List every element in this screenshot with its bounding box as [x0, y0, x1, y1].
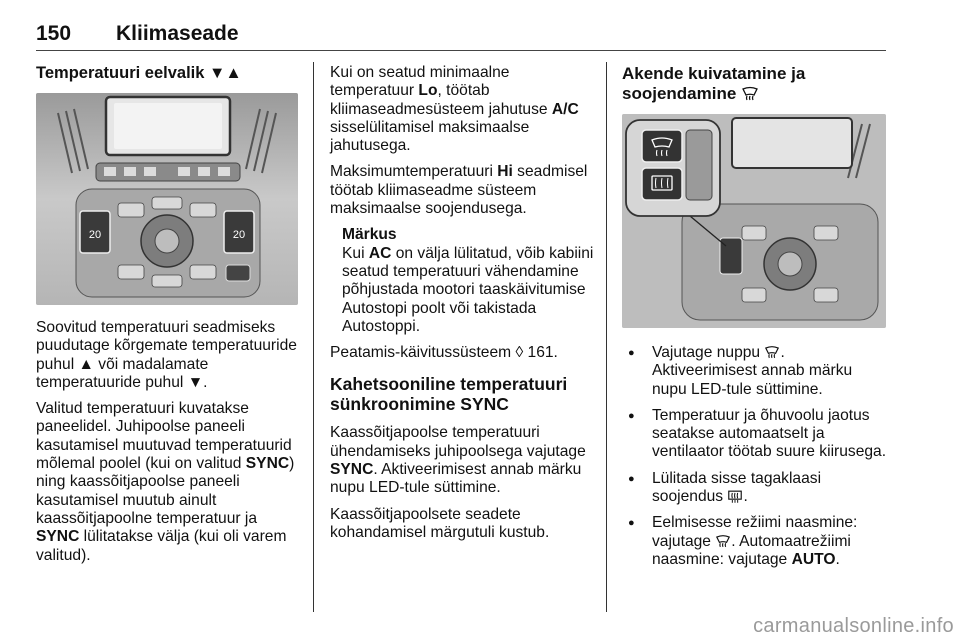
note-heading: Märkus	[342, 226, 397, 244]
section-heading-defrost: Akende kuivatamine ja soojendamine	[622, 64, 806, 103]
paragraph-sync-activate: Kaassõitjapoolse temperatuuri ühendamiseks juhipoolsega vajutage SYNC. Aktiveerimisest annab märku nupu LED-tule süttimine.	[330, 424, 586, 497]
paragraph-hi-setting: Maksimumtemperatuuri Hi seadmisel töötab kliimaseadme süsteem maksimaalse soojendusega.	[330, 163, 588, 218]
temp-display-right: 20	[232, 229, 246, 241]
column-1	[36, 64, 298, 573]
windshield-defrost-icon	[764, 345, 780, 360]
list-item: ● Temperatuur ja õhuvoolu jaotus seatakse automaatselt ja ventilaator töötab suure kiirusega.	[622, 407, 890, 462]
page-number: 150	[36, 22, 72, 45]
column-2	[330, 64, 595, 550]
windshield-defrost-icon	[715, 534, 731, 549]
paragraph-display-temperature: Valitud temperatuuri kuvatakse paneelidel. Juhipoolse paneeli kasutamisel muutuvad temperatuurid mõlemal poolel (kui on valitud SYNC) ning kaassõitjapoolse paneeli kasutamisel muutub ainult kaassõitjapoolne temperatuur ja SYNC lülitatakse välja (kui oli varem valitud).	[36, 400, 295, 564]
page-header	[36, 18, 886, 51]
temp-display-left: 20	[88, 229, 102, 241]
paragraph-stop-start-reference: Peatamis-käivitussüsteem ◊ 161.	[330, 344, 558, 362]
figure-climate-panel	[36, 93, 298, 305]
paragraph-lo-setting: Kui on seatud minimaalne temperatuur Lo, töötab kliimaseadmesüsteem jahutuse A/C sisselülitamisel maksimaalse jahutusega.	[330, 64, 579, 155]
column-3	[622, 64, 890, 577]
watermark: carmanualsonline.info	[753, 615, 954, 637]
note-box	[342, 226, 595, 336]
rear-window-defrost-icon	[727, 489, 743, 504]
column-divider-2	[606, 62, 607, 612]
column-divider-1	[313, 62, 314, 612]
list-item: ● Vajutage nuppu . Aktiveerimisest annab märku nupu LED-tule süttimine.	[622, 344, 890, 399]
page-reference-icon: ◊	[515, 344, 524, 362]
chapter-title: Kliimaseade	[116, 22, 239, 45]
figure-defrost-buttons	[622, 114, 886, 328]
defrost-buttons-illustration	[622, 114, 886, 328]
section-heading-temperature: Temperatuuri eelvalik ▼▲	[36, 64, 242, 82]
paragraph-sync-deactivate: Kaassõitjapoolsete seadete kohandamisel märgutuli kustub.	[330, 505, 550, 541]
climate-panel-illustration	[36, 93, 298, 305]
list-item: ● Eelmisesse režiimi naasmine: vajutage . Automaatrežiimi naasmine: vajutage AUTO.	[622, 514, 890, 569]
list-item: ● Lülitada sisse tagaklaasi soojendus .	[622, 470, 890, 507]
note-text: Kui AC on välja lülitatud, võib kabiini seatud temperatuuri vähendamine põhjustada mootori taaskäivitumise Autostopi poolt või takistada Autostoppi.	[342, 244, 594, 335]
defrost-instructions-list	[622, 344, 890, 569]
section-heading-sync: Kahetsooniline temperatuuri sünkroonimine SYNC	[330, 374, 568, 415]
paragraph-set-temperature: Soovitud temperatuuri seadmiseks puudutage kõrgemate temperatuuride puhul ▲ või madalamate temperatuuride puhul ▼.	[36, 319, 297, 391]
windshield-defrost-icon	[741, 86, 759, 102]
page-reference-link[interactable]: 161.	[523, 344, 558, 362]
